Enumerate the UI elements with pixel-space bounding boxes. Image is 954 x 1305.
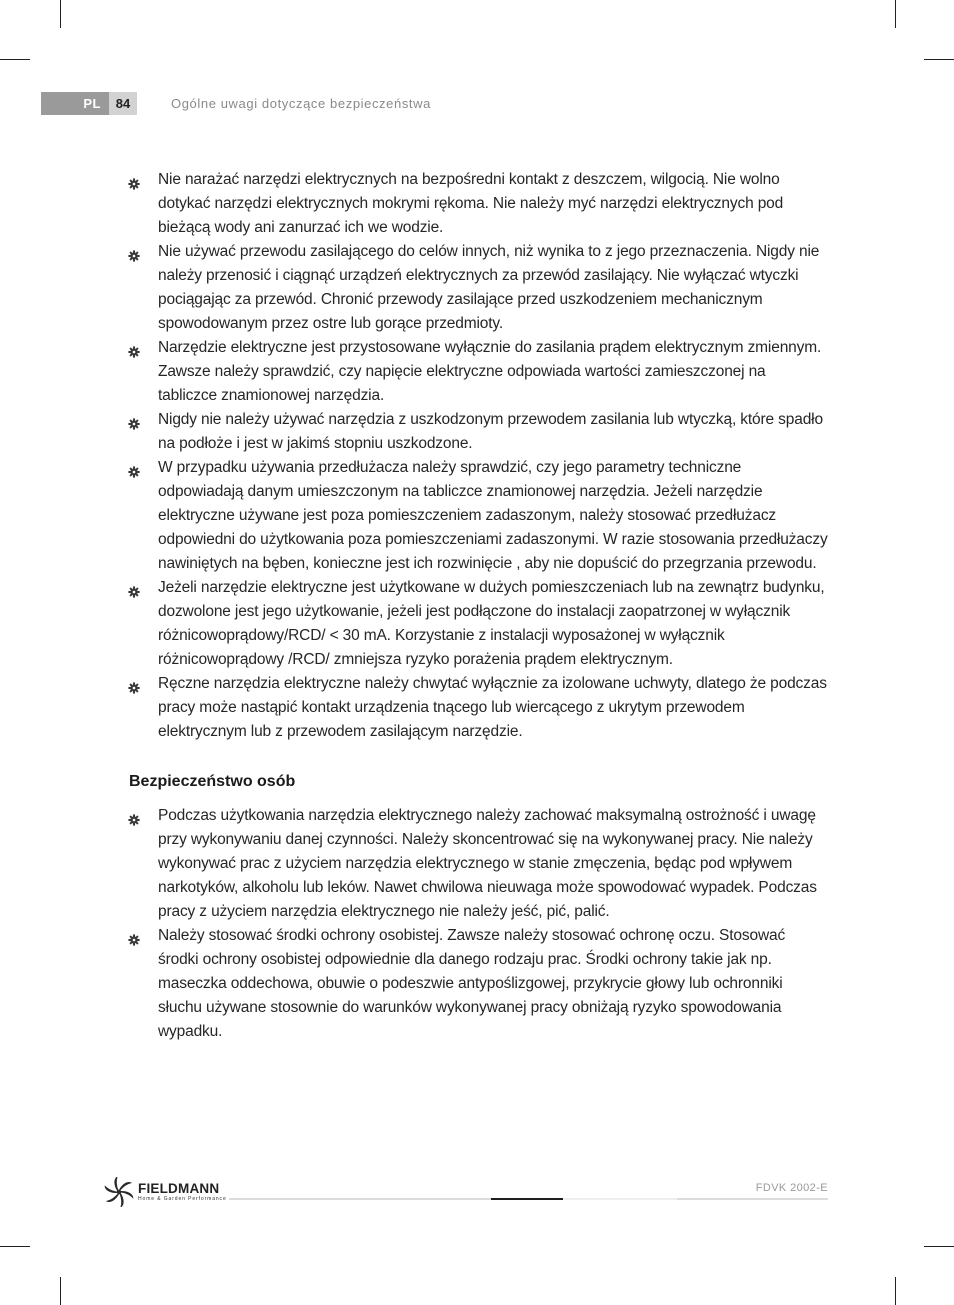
brand-logo	[104, 1177, 227, 1207]
personal-safety-heading: Bezpieczeństwo osób	[129, 773, 296, 790]
main-content	[128, 168, 828, 1044]
list-item-text: Nie narażać narzędzi elektrycznych na bezpośredni kontakt z deszczem, wilgocią. Nie wolno dotykać narzędzi elektrycznych mokrymi rękoma. Nie należy myć narzędzi elektrycznych pod bieżącą wody ani zanurzać ich we wodzie.	[158, 171, 784, 236]
crop-mark	[895, 1277, 896, 1305]
list-item	[128, 672, 828, 744]
crop-mark	[924, 1246, 954, 1247]
list-item-text: Nigdy nie należy używać narzędzia z uszkodzonym przewodem zasilania lub wtyczką, które spadło na podłoże i jest w jakimś stopniu uszkodzone.	[158, 411, 823, 452]
footer-divider	[229, 1198, 828, 1200]
crop-mark	[0, 59, 30, 60]
model-number: FDVK 2002-E	[755, 1182, 828, 1194]
language-badge: PL	[41, 92, 109, 115]
list-item-text: Należy stosować środki ochrony osobistej. Zawsze należy stosować ochronę oczu. Stosować środki ochrony osobistej odpowiednie dla danego rodzaju prac. Środki ochrony takie jak np. maseczka oddechowa, obuwie o podeszwie antypoślizgowej, przykrycie głowy lub ochronniki słuchu używane stosownie do warunków wykonywanej pracy obniżają ryzyko spowodowania wypadku.	[158, 927, 786, 1040]
gear-bullet-icon	[128, 246, 140, 258]
list-item	[128, 168, 828, 240]
gear-bullet-icon	[128, 174, 140, 186]
page-header	[41, 92, 431, 115]
section-title: Ogólne uwagi dotyczące bezpieczeństwa	[171, 96, 431, 111]
crop-mark	[924, 59, 954, 60]
list-item	[128, 576, 828, 672]
list-item-text: W przypadku używania przedłużacza należy sprawdzić, czy jego parametry techniczne odpowiadają danym umieszczonym na tabliczce znamionowej narzędzia. Jeżeli narzędzie elektryczne używane jest poza pomieszczeniem zadaszonym, należy stosować przedłużacz odpowiedni do użytkowania poza pomieszczeniami zadaszonymi. W razie stosowania przedłużaczy nawiniętych na bęben, konieczne jest ich rozwinięcie , aby nie dopuścić do przegrzania przewodu.	[158, 459, 828, 572]
list-item-text: Podczas użytkowania narzędzia elektrycznego należy zachować maksymalną ostrożność i uwagę przy wykonywaniu danej czynności. Należy skoncentrować się na wykonywanej pracy. Nie należy wykonywać prac z użyciem narzędzia elektrycznego w stanie zmęczenia, będąc pod wpływem narkotyków, alkoholu lub leków. Nawet chwilowa nieuwaga może spowodować wypadek. Podczas pracy z użyciem narzędzia elektrycznego nie należy jeść, pić, palić.	[158, 807, 817, 920]
gear-bullet-icon	[128, 582, 140, 594]
page-number: 84	[109, 92, 137, 115]
list-item-text: Jeżeli narzędzie elektryczne jest użytkowane w dużych pomieszczeniach lub na zewnątrz budynku, dozwolone jest jego użytkowanie, jeżeli jest podłączone do instalacji zaopatrzonej w wyłącznik różnicowoprądowy/RCD/ < 30 mA. Korzystanie z instalacji wyposażonej w wyłącznik różnicowoprądowy /RCD/ zmniejsza ryzyko porażenia prądem elektrycznym.	[158, 579, 825, 668]
gear-bullet-icon	[128, 342, 140, 354]
list-item-text: Nie używać przewodu zasilającego do celów innych, niż wynika to z jego przeznaczenia. Nigdy nie należy przenosić i ciągnąć urządzeń elektrycznych za przewód zasilający. Nie wyłączać wtyczki pociągając za przewód. Chronić przewody zasilające przed uszkodzeniem mechanicznym spowodowanym przez ostre lub gorące przedmioty.	[158, 243, 820, 332]
brand-name: FIELDMANN	[138, 1180, 220, 1196]
footer-divider-light	[563, 1198, 677, 1200]
list-item-text: Ręczne narzędzia elektryczne należy chwytać wyłącznie za izolowane uchwyty, dlatego że podczas pracy może nastąpić kontakt urządzenia tnącego lub wiercącego z ukrytym przewodem elektrycznym lub z przewodem zasilającym narzędzie.	[158, 675, 827, 740]
gear-bullet-icon	[128, 930, 140, 942]
crop-mark	[0, 1246, 30, 1247]
list-item	[128, 240, 828, 336]
personal-safety-list	[128, 804, 828, 1044]
list-item	[128, 336, 828, 408]
gear-bullet-icon	[128, 810, 140, 822]
gear-bullet-icon	[128, 414, 140, 426]
list-item	[128, 924, 828, 1044]
gear-bullet-icon	[128, 462, 140, 474]
list-item-text: Narzędzie elektryczne jest przystosowane wyłącznie do zasilania prądem elektrycznym zmiennym. Zawsze należy sprawdzić, czy napięcie elektryczne odpowiada wartości zamieszczonej na tabliczce znamionowej narzędzia.	[158, 339, 822, 404]
crop-mark	[60, 0, 61, 28]
footer-divider-accent	[491, 1198, 563, 1200]
fieldmann-logo-icon	[104, 1177, 134, 1207]
gear-bullet-icon	[128, 678, 140, 690]
list-item	[128, 408, 828, 456]
crop-mark	[60, 1277, 61, 1305]
crop-mark	[895, 0, 896, 28]
electrical-safety-list	[128, 168, 828, 744]
list-item	[128, 804, 828, 924]
brand-tagline: Home & Garden Performance	[138, 1195, 227, 1202]
list-item	[128, 456, 828, 576]
